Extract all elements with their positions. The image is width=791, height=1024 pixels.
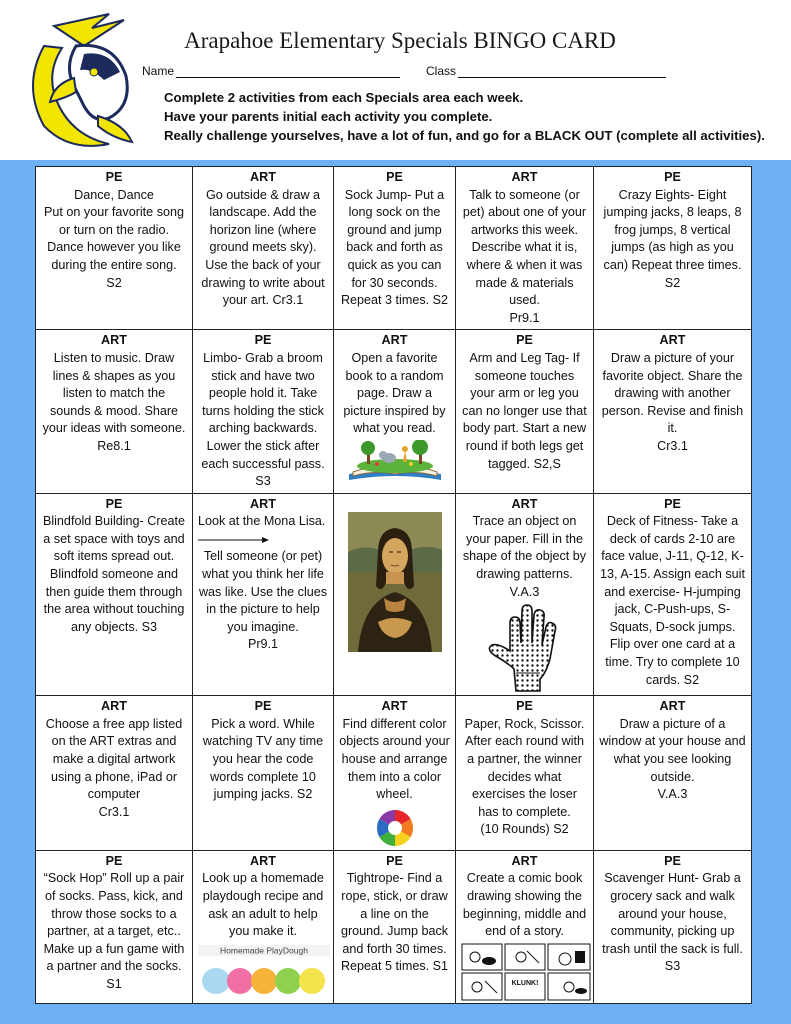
pop-up-book-icon — [345, 440, 445, 484]
bingo-cell-r5c3[interactable] — [334, 850, 456, 1003]
class-label: Class — [426, 64, 457, 78]
page-title: Arapahoe Elementary Specials BINGO CARD — [184, 28, 616, 53]
color-wheel-icon — [375, 808, 415, 848]
cell-text: Choose a free app listed on the ART extras and make a digital artwork using a phone, iPad or computer Cr3.1 — [45, 716, 183, 819]
cell-text-first-line — [198, 513, 328, 548]
cell-text: Scavenger Hunt- Grab a grocery sack and walk around your house, community, picking up trash until the sack is full. S3 — [602, 871, 743, 974]
cell-text: Crazy Eights- Eight jumping jacks, 8 leaps, 8 frog jumps, 8 vertical jumps (as high as you can) Repeat three times. S2 — [603, 187, 742, 290]
bingo-cell-r1c5[interactable] — [594, 167, 752, 330]
cell-category: PE — [105, 170, 123, 184]
cell-category: PE — [386, 853, 403, 868]
instructions — [164, 88, 784, 145]
cell-text: Blindfold Building- Create a set space with toys and soft items spread out. Blindfold someone and then guide them through the area without touching any objects. S3 — [42, 514, 186, 634]
cell-text: Deck of Fitness- Take a deck of cards 2-10 are face value, J-11, Q-12, K-13, A-15. Assign each suit and exercise- H-jumping jack, C-Push-ups, S-Squats, D-sock jumps. Flip over one card at a time. Try to complete 10 cards. S2 — [600, 514, 745, 687]
name-line — [176, 65, 400, 78]
comic-strip-image — [461, 943, 591, 1001]
cell-text: Trace an object on your paper. Fill in the shape of the object by drawing patterns. V.A.3 — [462, 514, 587, 599]
bingo-cell-r4c4[interactable] — [456, 696, 594, 851]
cell-text: Tightrope- Find a rope, stick, or draw a line on the ground. Jump back and forth 30 times. Repeat 5 times. S1 — [340, 871, 449, 974]
cell-category: PE — [516, 699, 533, 714]
cell-category: ART — [511, 853, 538, 868]
cell-text: Find different color objects around your house and arrange them into a color wheel. — [339, 716, 450, 802]
cell-category: PE — [254, 699, 272, 714]
bingo-cell-r4c1[interactable] — [36, 696, 193, 851]
class-line — [458, 65, 666, 78]
bingo-cell-r3c3[interactable] — [334, 493, 456, 696]
bingo-cell-r2c4[interactable] — [456, 330, 594, 493]
cell-category: PE — [105, 496, 123, 511]
cell-text: Talk to someone (or pet) about one of your artworks this week. Describe what it is, where & when it was made & materials used. Pr9.1 — [462, 187, 587, 325]
page-header — [0, 0, 791, 160]
cell-category: ART — [101, 333, 127, 348]
bingo-grid — [35, 166, 752, 1004]
bingo-cell-r4c2[interactable] — [193, 696, 334, 851]
cell-text: Pick a word. While watching TV any time you hear the code words complete 10 jumping jacks. S2 — [202, 716, 324, 802]
cell-text: Open a favorite book to a random page. Draw a picture inspired by what you read. — [343, 350, 446, 436]
cell-category: ART — [659, 333, 686, 348]
cell-category: ART — [511, 496, 538, 511]
bingo-cell-r2c5[interactable] — [594, 330, 752, 493]
bingo-cell-r3c5[interactable] — [594, 493, 752, 696]
bingo-cell-r5c4[interactable] — [456, 850, 594, 1003]
bingo-cell-r3c4[interactable] — [456, 493, 594, 696]
eagle-mascot-icon — [14, 6, 144, 152]
cell-category: ART — [659, 699, 686, 714]
mona-lisa-image — [348, 512, 442, 652]
bingo-cell-r1c1[interactable] — [36, 167, 193, 330]
cell-category: PE — [664, 496, 681, 511]
cell-category: ART — [381, 699, 408, 714]
cell-text: Arm and Leg Tag- If someone touches your arm or leg you can no longer use that body part. Start a new round if both legs get tagged. S2,S — [462, 350, 587, 471]
bingo-cell-r2c2[interactable] — [193, 330, 334, 493]
instruction-line: Really challenge yourselves, have a lot of fun, and go for a BLACK OUT (complete all activities). — [164, 128, 765, 143]
cell-category: ART — [381, 333, 408, 348]
playdough-image — [198, 943, 330, 1001]
cell-category: PE — [664, 170, 681, 184]
bingo-cell-r1c3[interactable] — [334, 167, 456, 330]
instruction-line: Have your parents initial each activity you complete. — [164, 109, 493, 124]
playdough-caption: Homemade PlayDough — [220, 945, 308, 956]
cell-text: Look up a homemade playdough recipe and ask an adult to help you make it. — [202, 871, 324, 939]
name-field[interactable] — [142, 64, 402, 78]
cell-category: ART — [511, 170, 538, 184]
name-label: Name — [142, 64, 175, 78]
cell-text: Create a comic book drawing showing the beginning, middle and end of a story. — [462, 871, 587, 939]
bingo-cell-r4c3[interactable] — [334, 696, 456, 851]
cell-category: ART — [250, 853, 276, 868]
cell-text: Listen to music. Draw lines & shapes as you listen to match the sounds & mood. Share your ideas with someone. Re8.1 — [42, 350, 186, 453]
cell-category: ART — [101, 699, 127, 714]
cell-text: Tell someone (or pet) what you think her life was like. Use the clues in the picture to help you imagine. Pr9.1 — [198, 549, 328, 652]
cell-text: Look at the Mona Lisa. — [198, 514, 326, 529]
class-field[interactable] — [426, 64, 676, 78]
cell-category: ART — [250, 170, 276, 184]
cell-category: ART — [250, 496, 276, 511]
bingo-cell-r5c1[interactable] — [36, 850, 193, 1003]
bingo-cell-r5c5[interactable] — [594, 850, 752, 1003]
bingo-cell-r2c1[interactable] — [36, 330, 193, 493]
bingo-cell-r1c2[interactable] — [193, 167, 334, 330]
cell-category: PE — [386, 170, 403, 184]
hand-outline-icon — [480, 603, 570, 693]
cell-text: Paper, Rock, Scissor. After each round with a partner, the winner decides what exercises the loser has to complete. (10 Rounds) S2 — [464, 716, 585, 837]
cell-text: Limbo- Grab a broom stick and have two people hold it. Take turns holding the stick arching backwards. Lower the stick after each successful pass. S3 — [201, 350, 325, 489]
instruction-line: Complete 2 activities from each Specials area each week. — [164, 90, 524, 105]
bingo-cell-r2c3[interactable] — [334, 330, 456, 493]
bingo-cell-r3c2[interactable] — [193, 493, 334, 696]
cell-text: Dance, Dance Put on your favorite song or turn on the radio. Dance however you like during the entire song. S2 — [43, 187, 184, 290]
comic-sound-effect: KLUNK! — [511, 979, 539, 987]
cell-category: PE — [105, 853, 123, 868]
cell-text: “Sock Hop” Roll up a pair of socks. Pass, kick, and throw those socks to a partner, at a target, etc.. Make up a fun game with a partner and the socks. S1 — [43, 871, 185, 991]
cell-text: Sock Jump- Put a long sock on the ground and jump back and forth as quick as you can for 30 seconds. Repeat 3 times. S2 — [340, 187, 449, 308]
bingo-cell-r5c2[interactable] — [193, 850, 334, 1003]
cell-category: PE — [664, 853, 681, 868]
bingo-cell-r3c1[interactable] — [36, 493, 193, 696]
cell-text: Draw a picture of a window at your house and what you see looking outside. V.A.3 — [599, 716, 746, 802]
cell-category: PE — [516, 333, 533, 348]
cell-text: Draw a picture of your favorite object. Share the drawing with another person. Revise and finish it. Cr3.1 — [601, 350, 744, 453]
cell-text: Go outside & draw a landscape. Add the horizon line (where ground meets sky). Use the back of your drawing to write about your art. Cr3.1 — [201, 187, 325, 308]
cell-category: PE — [254, 333, 272, 348]
bingo-cell-r1c4[interactable] — [456, 167, 594, 330]
arrow-right-icon — [198, 536, 270, 544]
bingo-cell-r4c5[interactable] — [594, 696, 752, 851]
